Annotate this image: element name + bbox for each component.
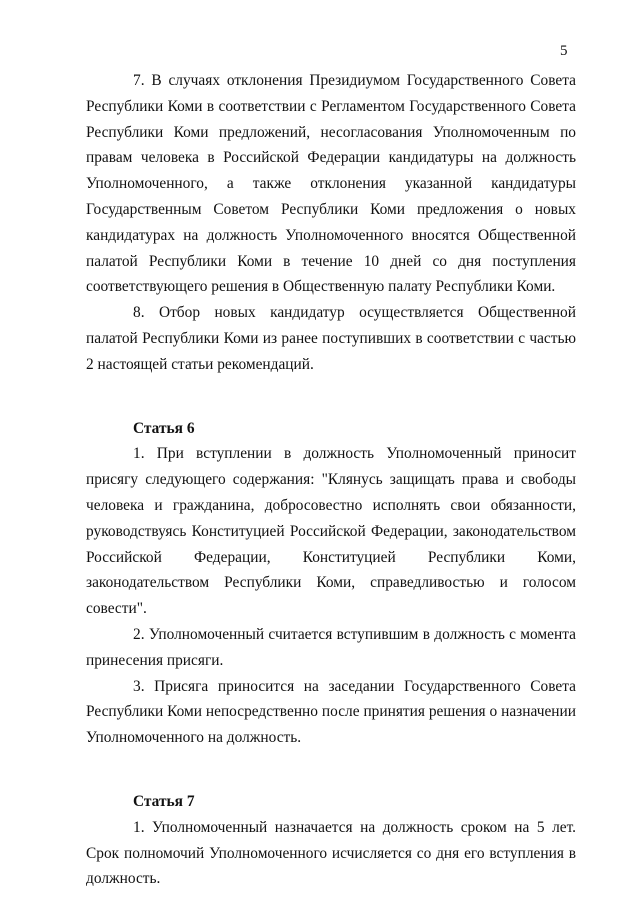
page-number: 5: [560, 43, 568, 59]
article-6-heading: Статья 6: [133, 419, 195, 437]
article-6-paragraph-1: 1. При вступлении в должность Уполномоченный приносит присягу следующего содержания: "Клянусь защищать права и свободы человека и гражданина, добросовестно исполнять свои обязанности, руководствуясь Конституцией Российской Федерации, законодательством Российской Федерации, Конституцией Республики Коми, законодательством Республики Коми, справедливостью и голосом совести".: [86, 445, 576, 618]
paragraph-8: 8. Отбор новых кандидатур осуществляется Общественной палатой Республики Коми из ранее поступивших в соответствии с частью 2 настоящей статьи рекомендаций.: [86, 304, 576, 373]
article-7-paragraph-1: 1. Уполномоченный назначается на должность сроком на 5 лет. Срок полномочий Уполномоченного исчисляется со дня его вступления в должность.: [86, 818, 576, 888]
article-7-heading: Статья 7: [133, 792, 195, 810]
article-6-paragraph-3: 3. Присяга приносится на заседании Государственного Совета Республики Коми непосредственно после принятия решения о назначении Уполномоченного на должность.: [86, 677, 576, 747]
paragraph-7: 7. В случаях отклонения Президиумом Государственного Совета Республики Коми в соответствии с Регламентом Государственного Совета Республики Коми предложений, несогласования Уполномоченным по правам человека в Российской Федерации кандидатуры на должность Уполномоченного, а также отклонения указанной кандидатуры Государственным Советом Республики Коми предложения о новых кандидатурах на должность Уполномоченного вносятся Общественной палатой Республики Коми в течение 10 дней со дня поступления соответствующего решения в Общественную палату Республики Коми.: [86, 72, 576, 296]
article-6-paragraph-2: 2. Уполномоченный считается вступившим в должность с момента принесения присяги.: [86, 625, 576, 669]
document-body: [86, 68, 576, 892]
